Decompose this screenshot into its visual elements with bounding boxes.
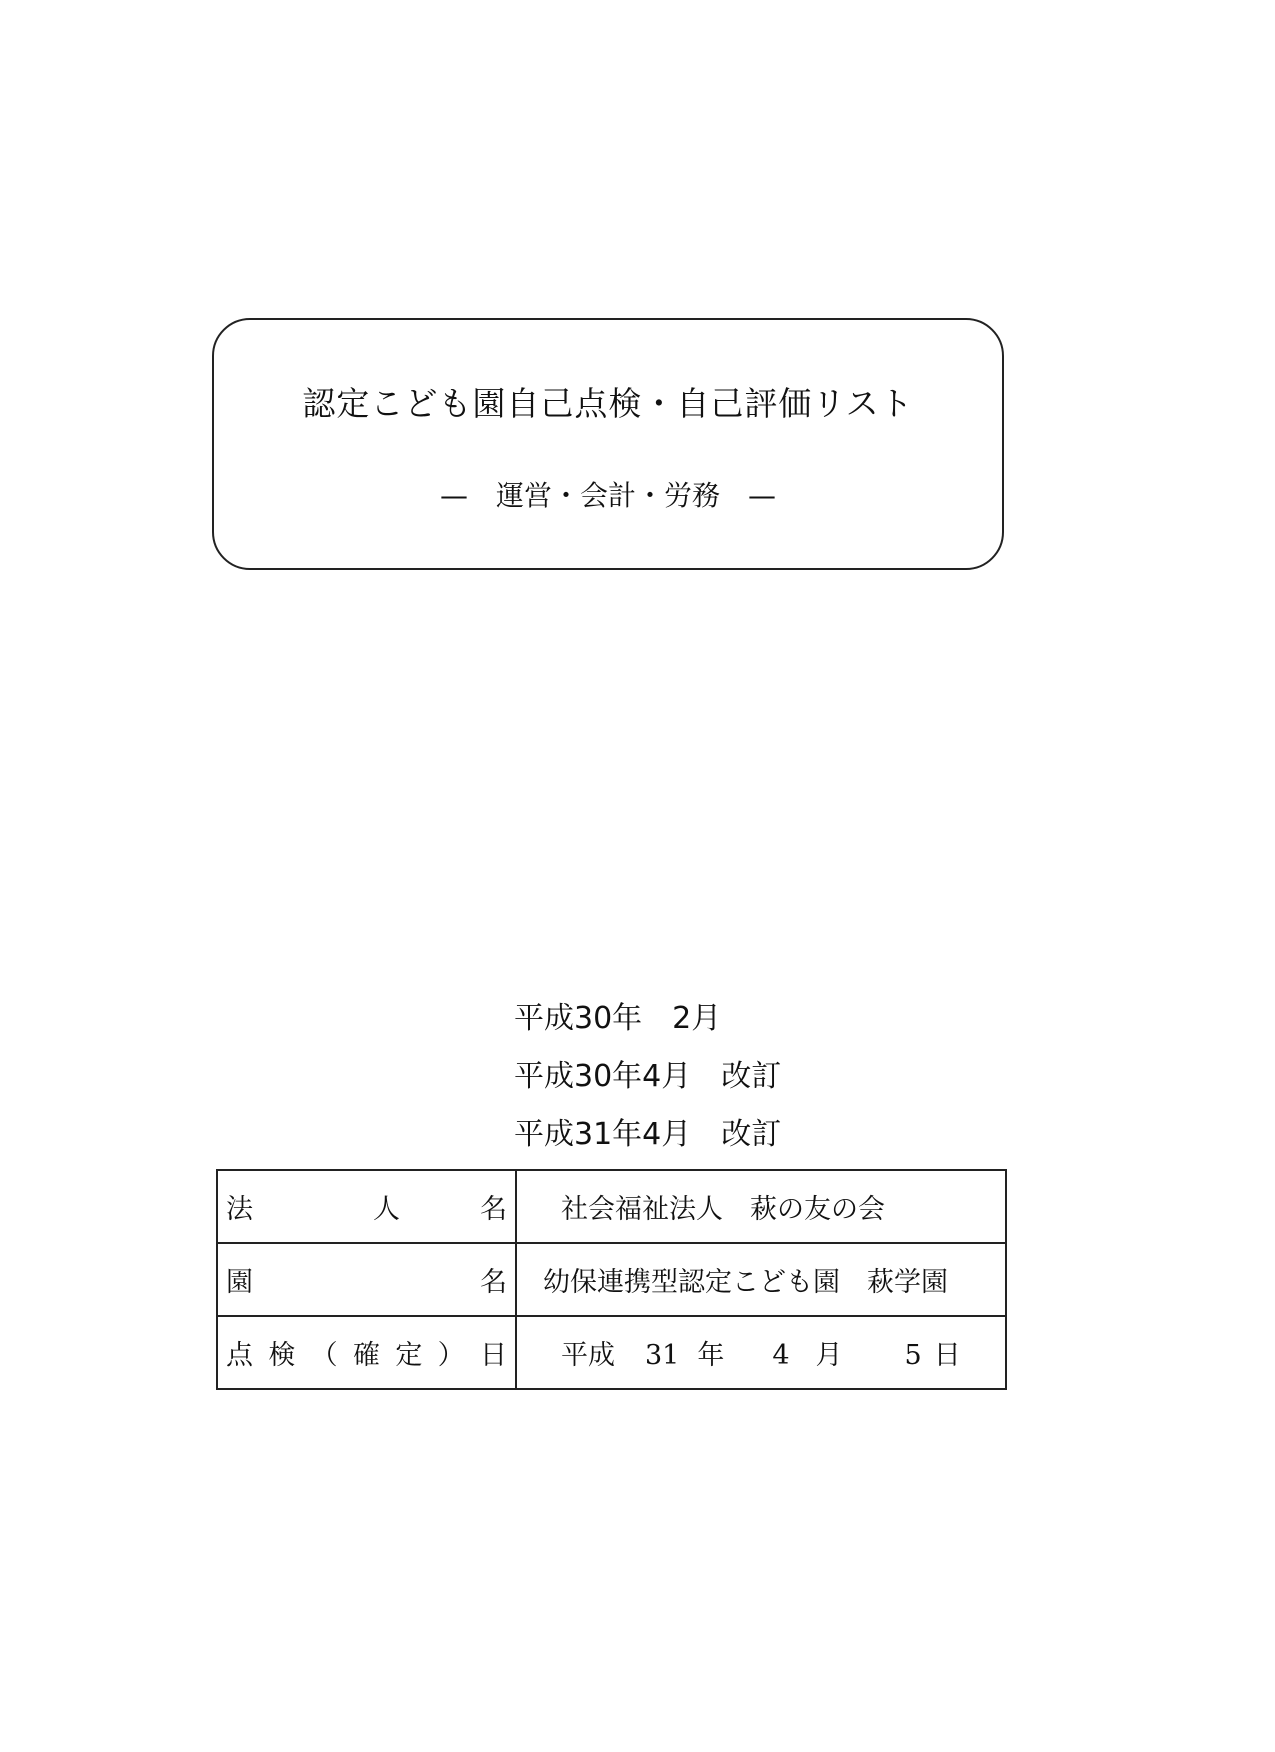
check-label-char: ） — [437, 1340, 465, 1371]
revision-dates — [514, 990, 1014, 1164]
check-date-year-unit: 年 — [697, 1340, 725, 1371]
school-label — [217, 1243, 516, 1316]
corp-label-char: 法 — [226, 1194, 253, 1225]
document-title: 認定こども園自己点検・自己評価リスト — [302, 384, 914, 423]
check-label-char: 点 — [226, 1340, 253, 1371]
school-row — [217, 1243, 1006, 1316]
document-subtitle: — 運営・会計・労務 — — [439, 479, 776, 512]
corp-label — [217, 1170, 516, 1243]
corp-row — [217, 1170, 1006, 1243]
check-label-char: 確 — [352, 1340, 380, 1371]
check-label-char: 検 — [268, 1340, 296, 1371]
date-revised-1: 平成30年4月 改訂 — [514, 1059, 782, 1094]
date-created: 平成30年 2月 — [514, 1001, 722, 1036]
check-label-char: （ — [310, 1340, 338, 1371]
check-label-char: 定 — [395, 1340, 423, 1371]
check-date-year: 31 — [645, 1340, 680, 1371]
info-table — [216, 1169, 1007, 1390]
school-value: 幼保連携型認定こども園 萩学園 — [516, 1243, 1006, 1316]
check-date-month: 4 — [772, 1340, 790, 1371]
corp-label-char: 人 — [373, 1194, 400, 1225]
corp-label-char: 名 — [480, 1194, 507, 1225]
corp-value: 社会福祉法人 萩の友の会 — [516, 1170, 1006, 1243]
date-revised-2: 平成31年4月 改訂 — [514, 1117, 782, 1152]
check-date-value — [516, 1316, 1006, 1389]
check-date-day-unit: 日 — [933, 1340, 961, 1371]
title-box — [212, 318, 1004, 570]
check-date-day: 5 — [904, 1340, 922, 1371]
check-date-month-unit: 月 — [815, 1340, 843, 1371]
school-label-char: 園 — [226, 1267, 253, 1298]
check-date-label — [217, 1316, 516, 1389]
check-label-char: 日 — [479, 1340, 507, 1371]
check-date-era: 平成 — [561, 1340, 615, 1371]
school-label-char: 名 — [480, 1267, 507, 1298]
check-date-row — [217, 1316, 1006, 1389]
